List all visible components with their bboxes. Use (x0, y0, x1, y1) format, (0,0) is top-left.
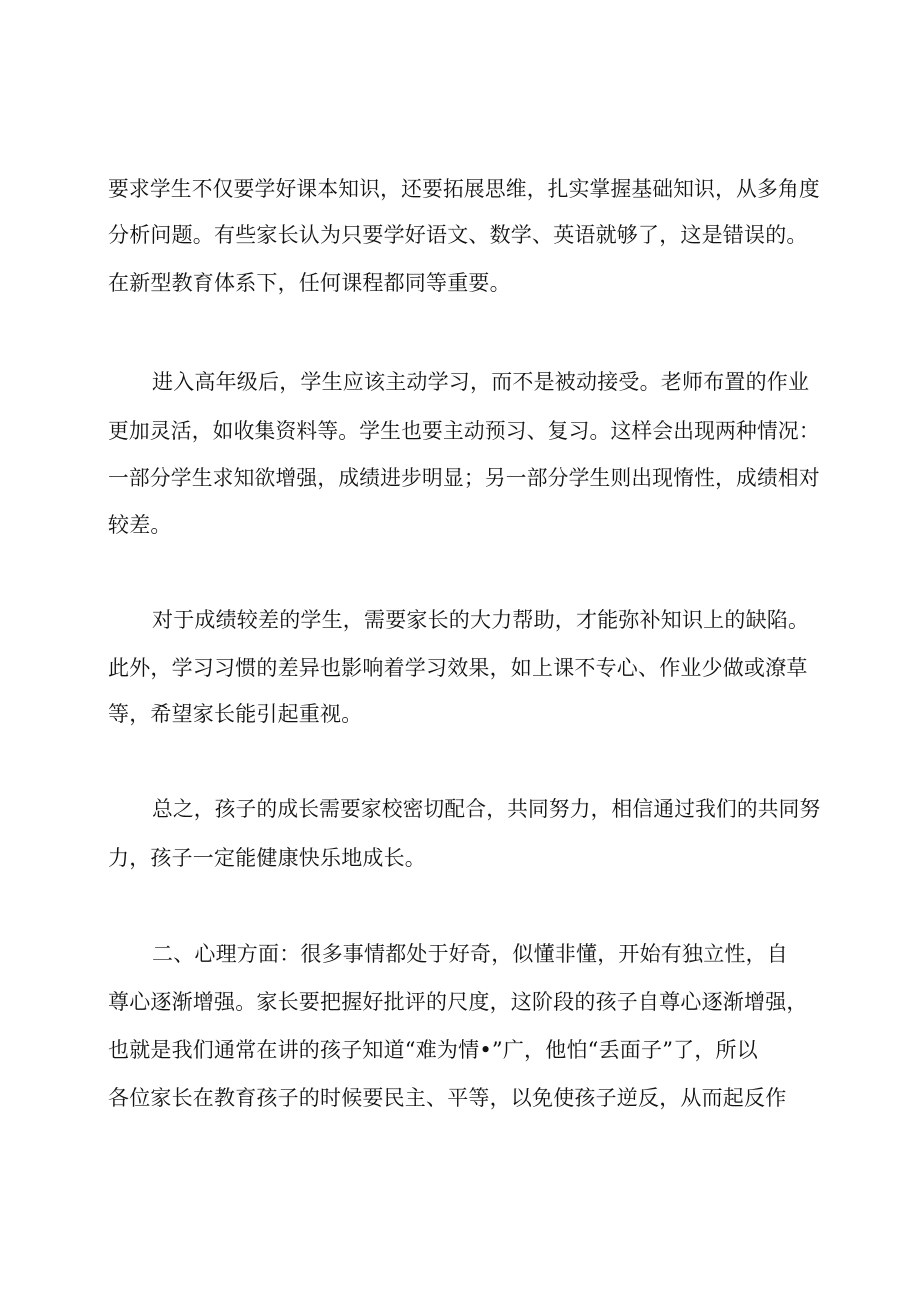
paragraph-1-line-1: 要求学生不仅要学好课本知识，还要拓展思维，扎实掌握基础知识，从多角度 (108, 177, 820, 201)
paragraph-5-line-3: 也就是我们通常在讲的孩子知道“难为情•”广，他怕“丢面子”了，所以 (108, 1038, 758, 1062)
paragraph-2-line-2: 更加灵活，如收集资料等。学生也要主动预习、复习。这样会出现两种情况： (108, 419, 820, 443)
paragraph-1-line-3: 在新型教育体系下，任何课程都同等重要。 (108, 271, 511, 295)
paragraph-5-line-2: 尊心逐渐增强。家长要把握好批评的尺度，这阶段的孩子自尊心逐渐增强， (108, 990, 808, 1014)
paragraph-4-line-1: 总之，孩子的成长需要家校密切配合，共同努力，相信通过我们的共同努 (152, 797, 821, 821)
paragraph-1-line-2: 分析问题。有些家长认为只要学好语文、数学、英语就够了，这是错误的。 (108, 223, 808, 247)
paragraph-2-line-4: 较差。 (108, 513, 172, 537)
paragraph-3-line-2: 此外，学习习惯的差异也影响着学习效果，如上课不专心、作业少做或潦草 (108, 656, 808, 680)
paragraph-3-line-1: 对于成绩较差的学生，需要家长的大力帮助，才能弥补知识上的缺陷。 (152, 608, 810, 632)
paragraph-2-line-3: 一部分学生求知欲增强，成绩进步明显；另一部分学生则出现惰性，成绩相对 (108, 466, 820, 490)
paragraph-5-line-4: 各位家长在教育孩子的时候要民主、平等，以免使孩子逆反，从而起反作 (108, 1086, 787, 1110)
paragraph-5-line-1: 二、心理方面：很多事情都处于好奇，似懂非懂，开始有独立性，自 (152, 942, 788, 966)
paragraph-4-line-2: 力，孩子一定能健康快乐地成长。 (108, 846, 426, 870)
paragraph-3-line-3: 等，希望家长能引起重视。 (108, 702, 363, 726)
paragraph-2-line-1: 进入高年级后，学生应该主动学习，而不是被动接受。老师布置的作业 (152, 370, 810, 394)
